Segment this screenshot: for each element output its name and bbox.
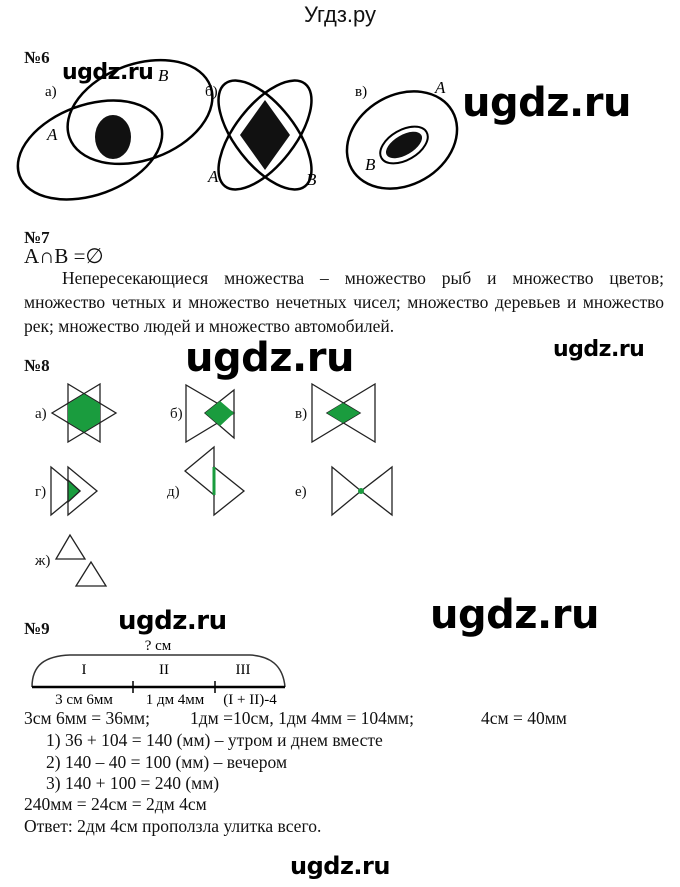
task7-text: Непересекающиеся множества – множество рыб и множество цветов; множество четных и множество нечетных чисел; множество деревьев и множество рек; множество людей и множество автомобилей. bbox=[24, 268, 664, 336]
answer: Ответ: 2дм 4см проползла улитка всего. bbox=[24, 816, 322, 836]
step-3: 3) 140 + 100 = 240 (мм) bbox=[46, 773, 220, 793]
conversion-2: 1дм =10см, 1дм 4мм = 104мм; bbox=[190, 708, 414, 728]
svg-text:(I + II)-4: (I + II)-4 bbox=[223, 692, 277, 708]
task8-number: №8 bbox=[24, 356, 50, 375]
svg-text:д): д) bbox=[167, 484, 180, 500]
total-label: ? см bbox=[144, 638, 172, 654]
task7-number: №7 bbox=[24, 228, 50, 247]
set-b-label: B bbox=[306, 170, 317, 189]
svg-text:I: I bbox=[81, 662, 87, 678]
set-a-label: A bbox=[208, 167, 219, 186]
task9-number: №9 bbox=[24, 619, 50, 638]
result: 240мм = 24см = 2дм 4см bbox=[24, 794, 207, 814]
svg-text:е): е) bbox=[295, 484, 307, 500]
label-b: б) bbox=[205, 84, 218, 100]
label-c: в) bbox=[355, 84, 368, 100]
watermark: ugdz.ru bbox=[118, 606, 227, 636]
conversion-3: 4см = 40мм bbox=[481, 708, 567, 728]
site-header[interactable]: Угдз.ру bbox=[303, 2, 377, 27]
svg-text:II: II bbox=[159, 662, 169, 678]
watermark: ugdz.ru bbox=[462, 80, 631, 126]
step-1: 1) 36 + 104 = 140 (мм) – утром и днем вместе bbox=[46, 730, 383, 750]
svg-text:в): в) bbox=[295, 406, 308, 422]
intersection-formula: A∩B =∅ bbox=[24, 244, 104, 268]
svg-text:б): б) bbox=[170, 406, 183, 422]
set-b-label: B bbox=[158, 66, 169, 85]
step-2: 2) 140 – 40 = 100 (мм) – вечером bbox=[46, 752, 288, 772]
watermark: ugdz.ru bbox=[430, 592, 599, 638]
watermark: ugdz.ru bbox=[185, 335, 354, 381]
conversion-1: 3см 6мм = 36мм; bbox=[24, 708, 150, 728]
svg-text:3 см 6мм: 3 см 6мм bbox=[55, 692, 113, 708]
set-b-label: B bbox=[365, 155, 376, 174]
label-a: а) bbox=[45, 84, 57, 100]
svg-text:г): г) bbox=[35, 484, 47, 500]
set-a-label: A bbox=[47, 125, 58, 144]
svg-text:а): а) bbox=[35, 406, 47, 422]
task6-number: №6 bbox=[24, 48, 50, 67]
set-a-label: A bbox=[435, 78, 446, 97]
svg-text:ж): ж) bbox=[35, 553, 51, 569]
footer-watermark[interactable]: ugdz.ru bbox=[290, 852, 390, 880]
svg-text:1 дм 4мм: 1 дм 4мм bbox=[145, 692, 205, 708]
watermark: ugdz.ru bbox=[62, 60, 154, 85]
watermark: ugdz.ru bbox=[553, 337, 645, 362]
svg-text:III: III bbox=[235, 662, 251, 678]
